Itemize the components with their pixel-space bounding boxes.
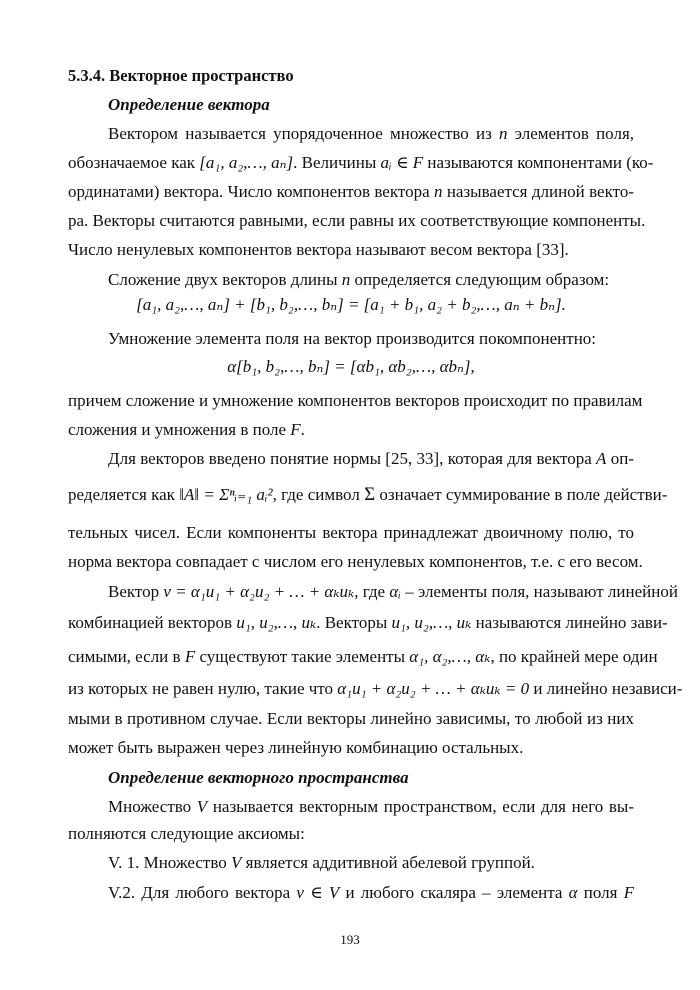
paragraph-line: Для векторов введено понятие нормы [25, 33], которая для вектора A оп- bbox=[108, 449, 634, 468]
paragraph-line: полняются следующие аксиомы: bbox=[68, 824, 305, 843]
paragraph-line: Множество V называется векторным пространством, если для него вы- bbox=[108, 797, 634, 816]
page-number: 193 bbox=[340, 932, 360, 947]
paragraph-line: тельных чисел. Если компоненты вектора принадлежат двоичному полю, то bbox=[68, 523, 634, 542]
axiom-v2: V.2. Для любого вектора v ∈ V и любого скаляра – элемента α поля F bbox=[108, 883, 635, 902]
paragraph-line: норма вектора совпадает с числом его ненулевых компонентов, т.е. с его весом. bbox=[68, 552, 643, 571]
axiom-v1: V. 1. Множество V является аддитивной абелевой группой. bbox=[108, 853, 535, 872]
formula-linear-combination: v = α₁u₁ + α₂u₂ + … + αₖuₖ bbox=[163, 582, 355, 601]
paragraph-line: Сложение двух векторов длины n определяется следующим образом: bbox=[108, 270, 610, 289]
paragraph-line: из которых не равен нулю, такие что α₁u₁ + α₂u₂ + … + αₖuₖ = 0 и линейно независи- bbox=[68, 679, 683, 698]
formula-norm: ‖A‖ = Σⁿᵢ₌₁ aᵢ² bbox=[179, 485, 273, 504]
paragraph-line: ределяется как ‖A‖ = Σⁿᵢ₌₁ aᵢ², где символ Σ означает суммирование в поле действи- bbox=[68, 484, 668, 505]
formula-zero-combination: α₁u₁ + α₂u₂ + … + αₖuₖ = 0 bbox=[337, 679, 530, 698]
paragraph-line: ординатами) вектора. Число компонентов вектора n называется длиной векто- bbox=[68, 182, 634, 201]
section-heading: 5.3.4. Векторное пространство bbox=[68, 66, 294, 85]
paragraph-line: комбинацией векторов u₁, u₂,…, uₖ. Векторы u₁, u₂,…, uₖ называются линейно зави- bbox=[68, 613, 668, 632]
paragraph-line: Умножение элемента поля на вектор производится покомпонентно: bbox=[108, 329, 597, 348]
paragraph-line: Вектор v = α₁u₁ + α₂u₂ + … + αₖuₖ, где αᵢ – элементы поля, называют линейной bbox=[108, 582, 678, 601]
paragraph-line: причем сложение и умножение компонентов векторов происходит по правилам bbox=[68, 391, 643, 410]
paragraph-line: может быть выражен через линейную комбинацию остальных. bbox=[68, 738, 524, 757]
formula-vector-a: [a₁, a₂,…, aₙ] bbox=[199, 153, 294, 172]
sigma-symbol: Σ bbox=[364, 484, 376, 505]
paragraph-line: симыми, если в F существуют такие элементы α₁, α₂,…, αₖ, по крайней мере один bbox=[68, 647, 658, 666]
paragraph-line: мыми в противном случае. Если векторы линейно зависимы, то любой из них bbox=[68, 709, 634, 728]
formula-ai-in-f: aᵢ ∈ F bbox=[380, 153, 424, 172]
subheading-vector-space-definition: Определение векторного пространства bbox=[108, 768, 409, 787]
formula-vector-addition: [a₁, a₂,…, aₙ] + [b₁, b₂,…, bₙ] = [a₁ + b₁, a₂ + b₂,…, aₙ + bₙ]. bbox=[136, 295, 566, 314]
subheading-vector-definition: Определение вектора bbox=[108, 95, 270, 114]
paragraph-line: Вектором называется упорядоченное множество из n элементов поля, bbox=[108, 124, 635, 143]
paragraph-line: ра. Векторы считаются равными, если равны их соответствующие компоненты. bbox=[68, 211, 646, 230]
paragraph-line: сложения и умножения в поле F. bbox=[68, 420, 305, 439]
paragraph-line: обозначаемое как [a₁, a₂,…, aₙ]. Величины aᵢ ∈ F называются компонентами (ко- bbox=[68, 153, 654, 172]
paragraph-line: Число ненулевых компонентов вектора называют весом вектора [33]. bbox=[68, 240, 569, 259]
formula-scalar-multiplication: α[b₁, b₂,…, bₙ] = [αb₁, αb₂,…, αbₙ], bbox=[227, 357, 475, 376]
